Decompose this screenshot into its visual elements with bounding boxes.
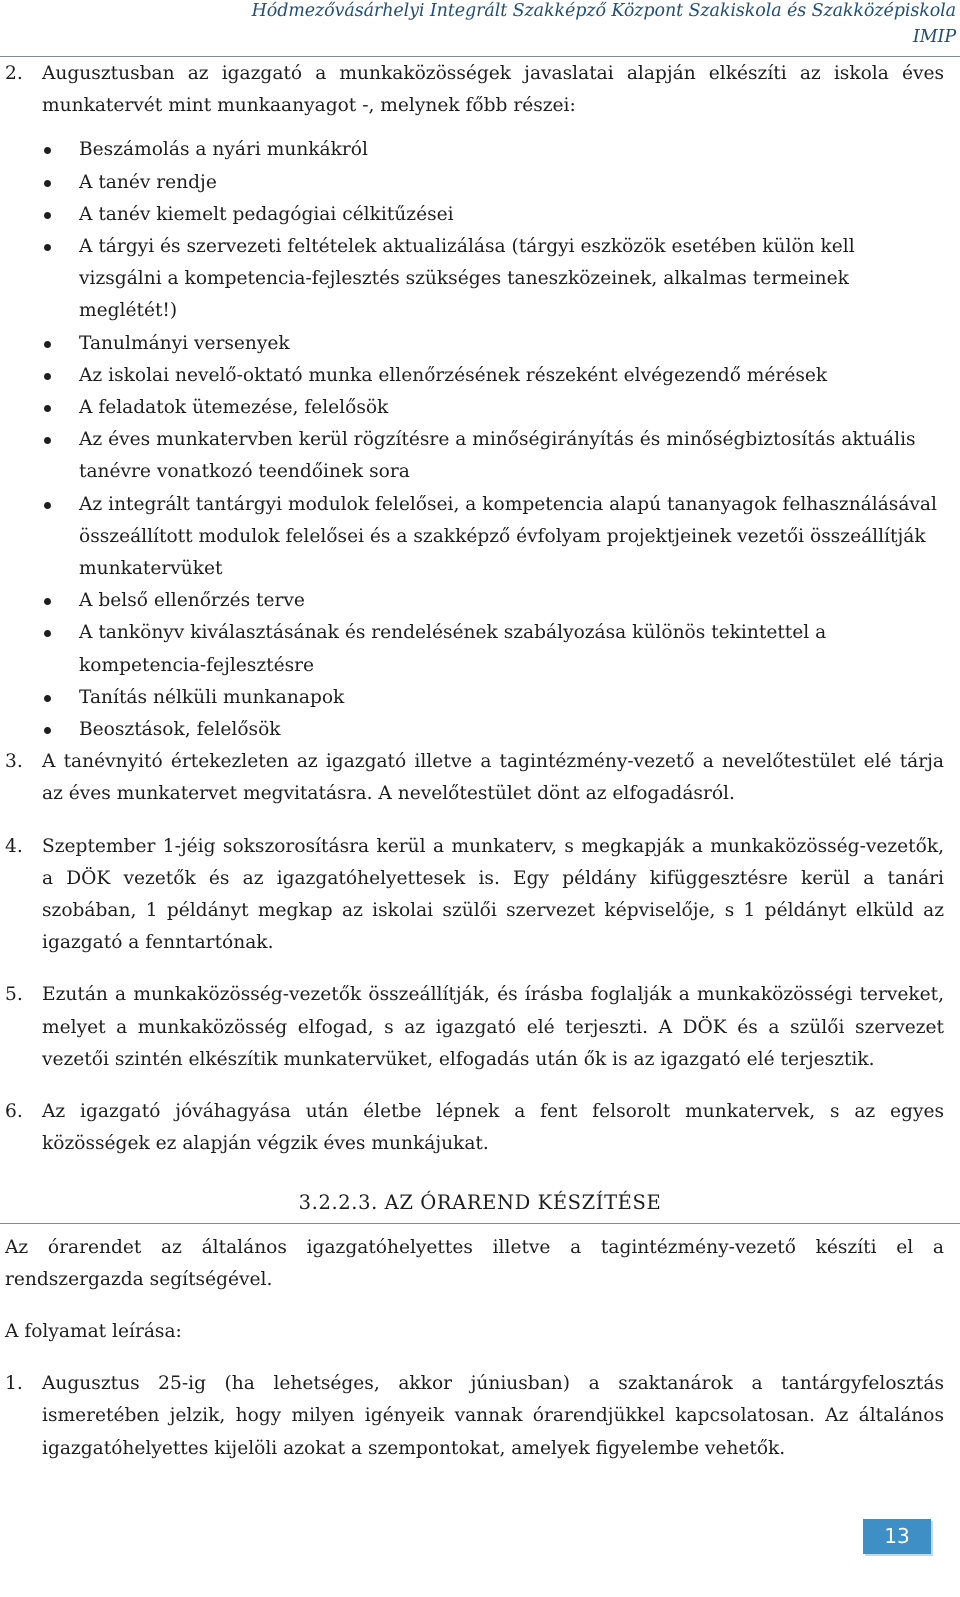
numbered-item-4 bbox=[0, 831, 960, 960]
list-item: Az éves munkatervben kerül rögzítésre a minőségirányítás és minőségbiztosítás aktuális tanévre vonatkozó teendőinek sora bbox=[0, 424, 960, 488]
list-item: A tanév rendje bbox=[0, 167, 960, 199]
intro-paragraph: Az órarendet az általános igazgatóhelyettes illetve a tagintézmény-vezető készíti el a rendszergazda segítségével. bbox=[5, 1236, 944, 1290]
item-text: A tanévnyitó értekezleten az igazgató illetve a tagintézmény-vezető a nevelőtestület elé tárja az éves munkatervet megvitatásra. A nevelőtestület dönt az elfogadásról. bbox=[42, 751, 944, 805]
process-label: A folyamat leírása: bbox=[5, 1320, 182, 1342]
list-item: A tankönyv kiválasztásának és rendelésének szabályozása különös tekintettel a kompetencia-fejlesztésre bbox=[0, 617, 960, 681]
numbered-item-3 bbox=[0, 746, 960, 810]
list-item: Beosztások, felelősök bbox=[0, 714, 960, 746]
bullet-icon bbox=[44, 147, 51, 154]
bullet-icon bbox=[44, 437, 51, 444]
list-item: A tárgyi és szervezeti feltételek aktualizálása (tárgyi eszközök esetében külön kell vizsgálni a kompetencia-fejlesztés szükséges taneszközeinek, alkalmas termeinek meglétét!) bbox=[0, 231, 960, 328]
item-text: Ezután a munkaközösség-vezetők összeállítják, és írásba foglalják a munkaközösségi terveket, melyet a munkaközösség elfogad, s az igazgató elé terjeszti. A DÖK és a szülői szervezet vezetői szintén elkészítik munkatervüket, elfogadás után ők is az igazgató elé terjesztik. bbox=[42, 984, 944, 1070]
list-item: A belső ellenőrzés terve bbox=[0, 585, 960, 617]
bullet-icon bbox=[44, 405, 51, 412]
bullet-list bbox=[0, 134, 960, 746]
bullet-icon bbox=[44, 244, 51, 251]
process-step-1 bbox=[0, 1368, 960, 1465]
item-text: Az igazgató jóváhagyása után életbe lépnek a fent felsorolt munkatervek, s az egyes közösségek ez alapján végzik éves munkájukat. bbox=[42, 1101, 944, 1155]
item-number: 6. bbox=[5, 1101, 23, 1123]
bullet-icon bbox=[44, 180, 51, 187]
item-text: Augusztusban az igazgató a munkaközösségek javaslatai alapján elkészíti az iskola éves munkatervét mint munkaanyagot -, melynek főbb részei: bbox=[42, 63, 944, 117]
bullet-icon bbox=[44, 695, 51, 702]
item-number: 5. bbox=[5, 984, 23, 1006]
list-item: Tanítás nélküli munkanapok bbox=[0, 682, 960, 714]
header-school-name: Hódmezővásárhelyi Integrált Szakképző Központ Szakiskola és Szakközépiskola bbox=[251, 1, 956, 21]
bullet-icon bbox=[44, 598, 51, 605]
bullet-icon bbox=[44, 212, 51, 219]
numbered-item-2 bbox=[0, 58, 960, 122]
bullet-icon bbox=[44, 502, 51, 509]
list-item: A feladatok ütemezése, felelősök bbox=[0, 392, 960, 424]
item-number: 4. bbox=[5, 835, 23, 857]
list-item: Beszámolás a nyári munkákról bbox=[0, 134, 960, 166]
section-heading: 3.2.2.3. AZ ÓRAREND KÉSZÍTÉSE bbox=[0, 1183, 960, 1224]
bullet-icon bbox=[44, 341, 51, 348]
bullet-icon bbox=[44, 373, 51, 380]
page-content bbox=[0, 58, 960, 1465]
bullet-icon bbox=[44, 727, 51, 734]
header-acronym: IMIP bbox=[912, 27, 956, 47]
item-number: 3. bbox=[5, 751, 23, 773]
numbered-item-6 bbox=[0, 1096, 960, 1160]
item-number: 2. bbox=[5, 63, 23, 84]
list-item: Az integrált tantárgyi modulok felelősei, a kompetencia alapú tananyagok felhasználásával összeállított modulok felelősei és a szakképző évfolyam projektjeinek vezetői összeállítják munkatervüket bbox=[0, 489, 960, 586]
page-header bbox=[0, 0, 960, 57]
bullet-icon bbox=[44, 630, 51, 637]
item-text: Augusztus 25-ig (ha lehetséges, akkor júniusban) a szaktanárok a tantárgyfelosztás ismeretében jelzik, hogy milyen igényeik vannak órarendjükkel kapcsolatosan. Az általános igazgatóhelyettes kijelöli azokat a szempontokat, amelyek figyelembe vehetők. bbox=[42, 1373, 944, 1459]
item-text: Szeptember 1-jéig sokszorosításra kerül a munkaterv, s megkapják a munkaközösség-vezetők, a DÖK vezetők és az igazgatóhelyettesek is. Egy példány kifüggesztésre kerül a tanári szobában, 1 példányt megkap az iskolai szülői szervezet képviselője, s 1 példányt elküld az igazgató a fenntartónak. bbox=[42, 835, 944, 954]
list-item: A tanév kiemelt pedagógiai célkitűzései bbox=[0, 199, 960, 231]
numbered-item-5 bbox=[0, 979, 960, 1076]
list-item: Az iskolai nevelő-oktató munka ellenőrzésének részeként elvégezendő mérések bbox=[0, 360, 960, 392]
item-number: 1. bbox=[5, 1373, 23, 1395]
list-item: Tanulmányi versenyek bbox=[0, 328, 960, 360]
page-number-badge: 13 bbox=[863, 1519, 931, 1554]
